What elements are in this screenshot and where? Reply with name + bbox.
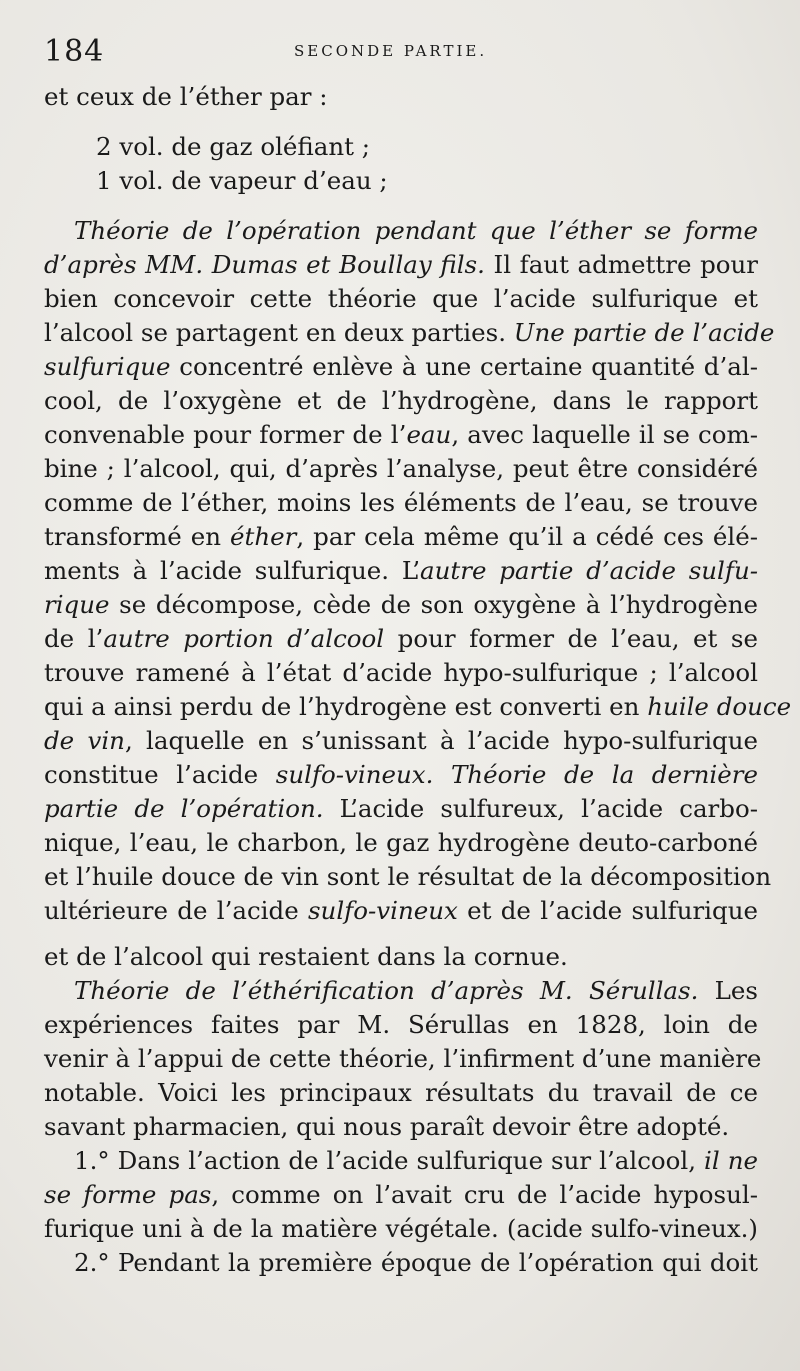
text-line: expériences faites par M. Sérullas en 1828, loin de (44, 1010, 758, 1039)
text-line: et ceux de l’éther par : (44, 82, 328, 111)
text-line: qui a ainsi perdu de l’hydrogène est converti en huile douce (44, 692, 792, 721)
text-line: 2.° Pendant la première époque de l’opération qui doit (74, 1248, 758, 1277)
text-line: 1.° Dans l’action de l’acide sulfurique sur l’alcool, il ne (74, 1146, 758, 1175)
text-line: bine ; l’alcool, qui, d’après l’analyse, peut être considéré (44, 454, 758, 483)
text-line: 2 vol. de gaz oléfiant ; (96, 132, 371, 161)
text-line: bien concevoir cette théorie que l’acide sulfurique et (44, 284, 758, 313)
text-line: sulfurique concentré enlève à une certaine quantité d’al- (44, 352, 758, 381)
text-line: cool, de l’oxygène et de l’hydrogène, dans le rapport (44, 386, 758, 415)
text-line: constitue l’acide sulfo-vineux. Théorie de la dernière (44, 760, 758, 789)
text-line: transformé en éther, par cela même qu’il a cédé ces élé- (44, 522, 758, 551)
text-line: furique uni à de la matière végétale. (acide sulfo-vineux.) (44, 1214, 758, 1243)
text-line: ments à l’acide sulfurique. L’autre partie d’acide sulfu- (44, 556, 759, 585)
text-line: rique se décompose, cède de son oxygène à l’hydrogène (44, 590, 758, 619)
text-line: partie de l’opération. L’acide sulfureux, l’acide carbo- (44, 794, 758, 823)
text-line: savant pharmacien, qui nous paraît devoir être adopté. (44, 1112, 730, 1141)
text-line: et de l’alcool qui restaient dans la cornue. (44, 942, 568, 971)
text-line: Théorie de l’éthérification d’après M. Sérullas. Les (74, 976, 758, 1005)
paragraph-gap (44, 114, 758, 130)
paragraph-gap (44, 928, 758, 940)
text-line: comme de l’éther, moins les éléments de l’eau, se trouve (44, 488, 758, 517)
text-line: 1 vol. de vapeur d’eau ; (96, 166, 388, 195)
text-line: de vin, laquelle en s’unissant à l’acide hypo-sulfurique (44, 726, 758, 755)
text-line: et l’huile douce de vin sont le résultat de la décomposition (44, 862, 772, 891)
text-line: d’après MM. Dumas et Boullay fils. Il faut admettre pour (44, 250, 758, 279)
running-head: SECONDE PARTIE. (294, 42, 488, 60)
text-line: trouve ramené à l’état d’acide hypo-sulfurique ; l’alcool (44, 658, 758, 687)
paragraph-gap (44, 198, 758, 214)
text-line: convenable pour former de l’eau, avec laquelle il se com- (44, 420, 758, 449)
text-line: Théorie de l’opération pendant que l’éther se forme (74, 216, 758, 245)
text-line: se forme pas, comme on l’avait cru de l’acide hyposul- (44, 1180, 758, 1209)
page-number: 184 (44, 34, 105, 69)
text-line: notable. Voici les principaux résultats du travail de ce (44, 1078, 758, 1107)
page-header (44, 28, 784, 68)
text-line: de l’autre portion d’alcool pour former de l’eau, et se (44, 624, 758, 653)
body-text (44, 80, 792, 1280)
text-line: l’alcool se partagent en deux parties. Une partie de l’acide (44, 318, 775, 347)
text-line: nique, l’eau, le charbon, le gaz hydrogène deuto-carboné (44, 828, 758, 857)
text-line: venir à l’appui de cette théorie, l’infirment d’une manière (44, 1044, 762, 1073)
text-line: ultérieure de l’acide sulfo-vineux et de l’acide sulfurique (44, 896, 758, 925)
